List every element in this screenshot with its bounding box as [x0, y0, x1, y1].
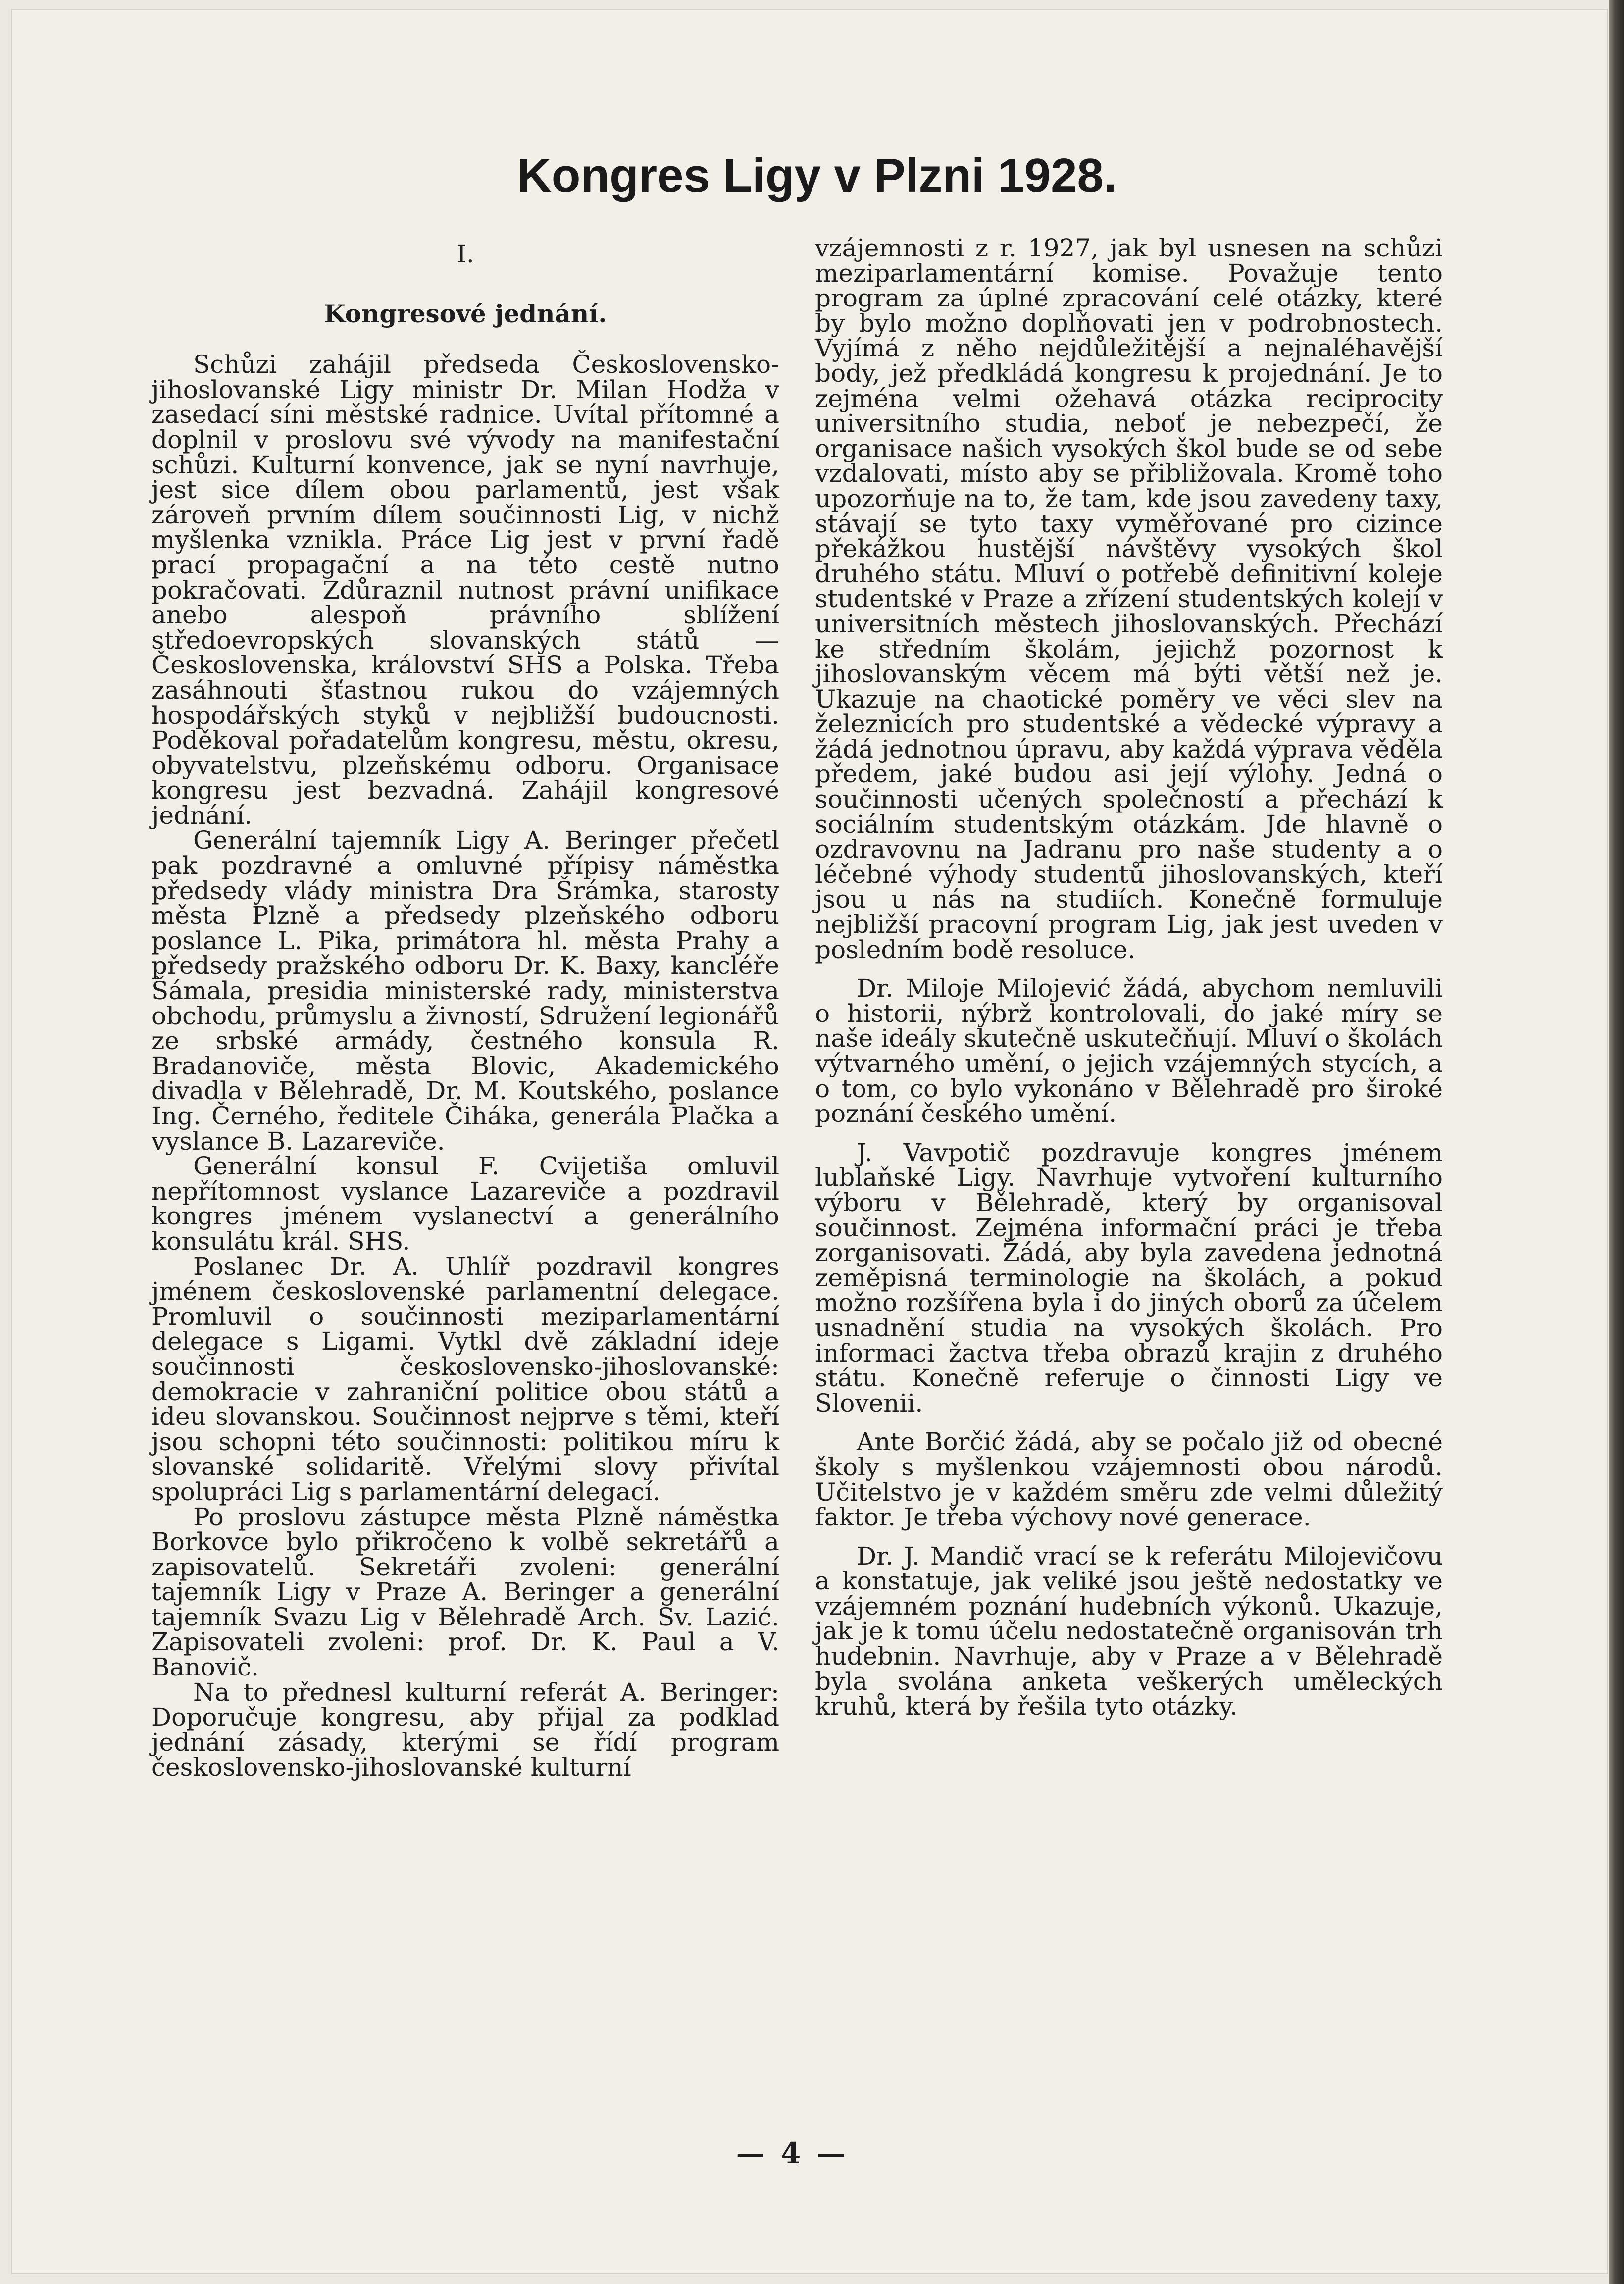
paragraph: Schůzi zahájil předseda Československo-jihoslovanské Ligy ministr Dr. Milan Hodža v zasedací síni městské radnice. Uvítal přítomné a doplnil v proslovu své vývody na manifestační schůzi. Kulturní konvence, jak se nyní navrhuje, jest sice dílem obou parlamentů, jest však zároveň prvním dílem součinnosti Lig, v nichž myšlenka vznikla. Práce Lig jest v první řadě prací propagační a na této cestě nutno pokračovati. Zdůraznil nutnost právní unifikace anebo alespoň právního sblížení středoevropských slovanských států — Československa, království SHS a Polska. Třeba zasáhnouti šťastnou rukou do vzájemných hospodářských styků v nejbližší budoucnosti. Poděkoval pořadatelům kongresu, městu, okresu, obyvatelstvu, plzeňskému odboru. Organisace kongresu jest bezvadná. Zahájil kongresové jednání.	[152, 350, 779, 830]
paragraph: Ante Borčić žádá, aby se počalo již od obecné školy s myšlenkou vzájemnosti obou národů. Učitelstvo je v každém směru zde velmi důležitý faktor. Je třeba výchovy nové generace.	[815, 1427, 1443, 1532]
section-number: I.	[457, 240, 474, 268]
section-heading: Kongresové jednání.	[324, 299, 607, 328]
article-title: Kongres Ligy v Plzni 1928.	[517, 149, 1117, 202]
paragraph: Poslanec Dr. A. Uhlíř pozdravil kongres jménem československé parlamentní delegace. Promluvil o součinnosti meziparlamentární delegace s Ligami. Vytkl dvě základní ideje součinnosti československo-jihoslovanské: demokracie v zahraniční politice obou států a ideu slovanskou. Součinnost nejprve s těmi, kteří jsou schopni této součinnosti: politikou míru k slovanské solidaritě. Vřelými slovy přivítal spolupráci Lig s parlamentární delegací.	[152, 1252, 779, 1506]
paragraph: Dr. J. Mandič vrací se k referátu Milojevičovu a konstatuje, jak veliké jsou ještě nedostatky ve vzájemném poznání hudebních výkonů. Ukazuje, jak je k tomu účelu nedostatečně organisován trh hudebnin. Navrhuje, aby v Praze a v Bělehradě byla svolána anketa veškerých uměleckých kruhů, která by řešila tyto otázky.	[815, 1541, 1443, 1721]
right-column	[815, 236, 1443, 1719]
paragraph: Dr. Miloje Milojević žádá, abychom nemluvili o historii, nýbrž kontrolovali, do jaké míry se naše ideály skutečně uskutečňují. Mluví o školách výtvarného umění, o jejich vzájemných stycích, a o tom, co bylo vykonáno v Bělehradě pro široké poznání českého umění.	[815, 974, 1443, 1128]
paragraph: Po proslovu zástupce města Plzně náměstka Borkovce bylo přikročeno k volbě sekretářů a zapisovatelů. Sekretáři zvoleni: generální tajemník Ligy v Praze A. Beringer a generální tajemník Svazu Lig v Bělehradě Arch. Sv. Lazić. Zapisovateli zvoleni: prof. Dr. K. Paul a V. Banovič.	[152, 1502, 779, 1682]
paragraph-continued: vzájemnosti z r. 1927, jak byl usnesen na schůzi meziparlamentární komise. Považuje tento program za úplné zpracování celé otázky, které by bylo možno doplňovati jen v podrobnostech. Vyjímá z něho nejdůležitější a nejnaléhavější body, jež předkládá kongresu k projednání. Je to zejména velmi ožehavá otázka reciprocity universitního studia, neboť je nebezpečí, že organisace našich vysokých škol bude se od sebe vzdalovati, místo aby se přibližovala. Kromě toho upozorňuje na to, že tam, kde jsou zavedeny taxy, stávají se tyto taxy vyměřované pro cizince překážkou hustější návštěvy vysokých škol druhého státu. Mluví o potřebě definitivní koleje studentské v Praze a zřízení studentských kolejí v universitních městech jihoslovanských. Přechází ke středním školám, jejichž pozornost k jihoslovanským věcem má býti větší než je. Ukazuje na chaotické poměry ve věci slev na železnicích pro studentské a vědecké výpravy a žádá jednotnou úpravu, aby každá výprava věděla předem, jaké budou asi její výlohy. Jedná o součinnosti učených společností a přechází k sociálním studentským otázkám. Jde hlavně o ozdravovnu na Jadranu pro naše studenty a o léčebné výhody studentů jihoslovanských, kteří jsou u nás na studiích. Konečně formuluje nejbližší pracovní program Lig, jak jest uveden v posledním bodě resoluce.	[815, 234, 1443, 964]
paragraph: Na to přednesl kulturní referát A. Beringer: Doporučuje kongresu, aby přijal za podklad jednání zásady, kterými se řídí program československo-jihoslovanské kulturní	[152, 1677, 779, 1782]
paragraph: J. Vavpotič pozdravuje kongres jménem lublaňské Ligy. Navrhuje vytvoření kulturního výboru v Bělehradě, který by organisoval součinnost. Zejména informační práci je třeba zorganisovati. Žádá, aby byla zavedena jednotná zeměpisná terminologie na školách, a pokud možno rozšířena byla i do jiných oborů za účelem usnadnění studia na vysokých školách. Pro informaci žactva třeba obrazů krajin z druhého státu. Konečně referuje o činnosti Ligy ve Slovenii.	[815, 1138, 1443, 1418]
page-number: — 4 —	[736, 2136, 849, 2170]
paragraph: Generální konsul F. Cvijetiša omluvil nepřítomnost vyslance Lazareviče a pozdravil kongres jménem vyslanectví a generálního konsulátu král. SHS.	[152, 1152, 779, 1256]
paragraph: Generální tajemník Ligy A. Beringer přečetl pak pozdravné a omluvné přípisy náměstka předsedy vlády ministra Dra Šrámka, starosty města Plzně a předsedy plzeňského odboru poslance L. Pika, primátora hl. města Prahy a předsedy pražského odboru Dr. K. Baxy, kancléře Šámala, presidia ministerské rady, ministerstva obchodu, průmyslu a živností, Sdružení legionářů ze srbské armády, čestného konsula R. Bradanoviče, města Blovic, Akademického divadla v Bělehradě, Dr. M. Koutského, poslance Ing. Černého, ředitele Čiháka, generála Plačka a vyslance B. Lazareviče.	[152, 826, 779, 1156]
page-binding-edge	[1609, 0, 1624, 2284]
left-column	[152, 233, 779, 1780]
